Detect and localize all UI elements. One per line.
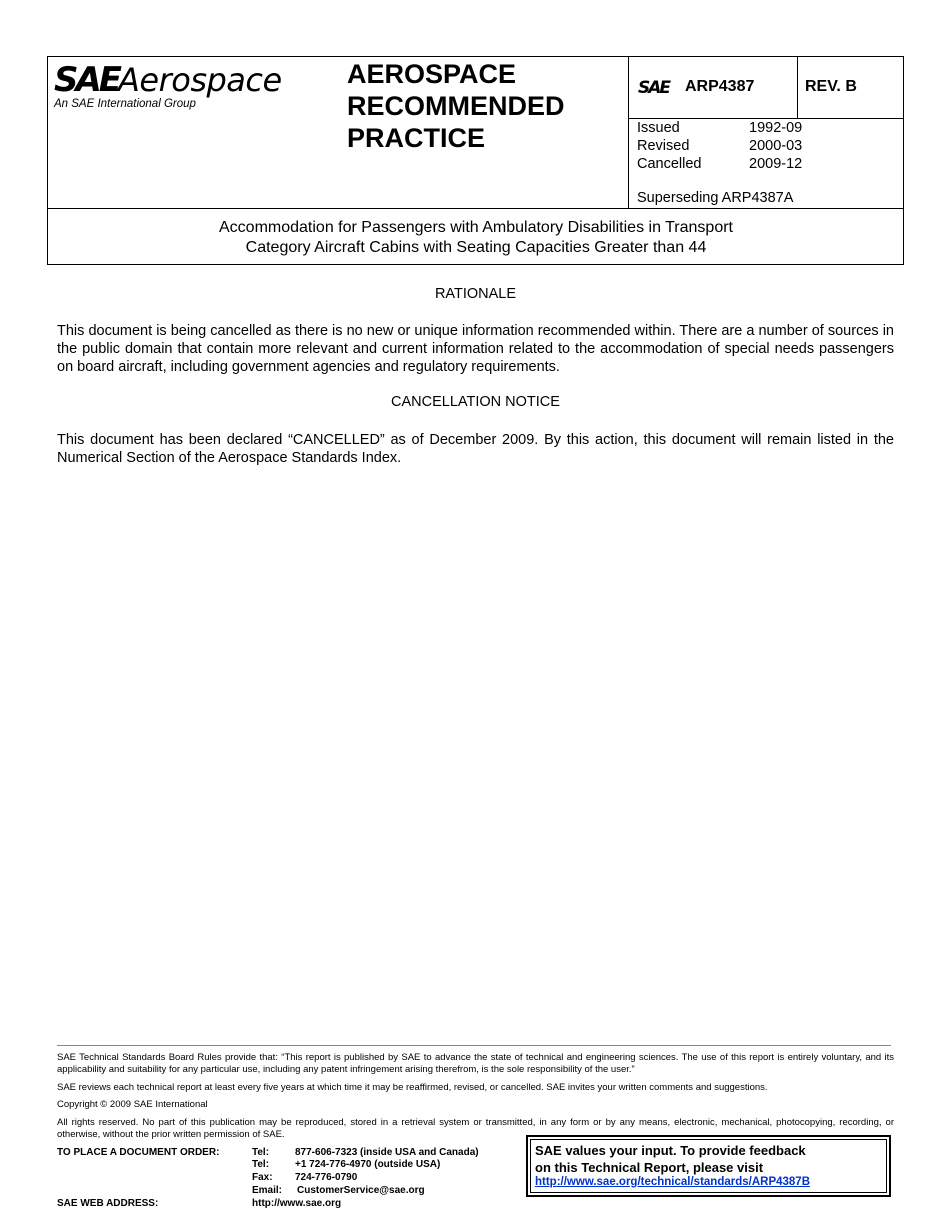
tel2-label: Tel: xyxy=(252,1159,270,1170)
divider xyxy=(797,57,798,118)
document-dates xyxy=(637,119,802,173)
review-notice: SAE reviews each technical report at least every five years at which time it may be reaffirmed, revised, or cancelled. SAE invites your written comments and suggestions. xyxy=(57,1082,768,1093)
revised-value: 2000-03 xyxy=(749,138,803,154)
feedback-link[interactable]: http://www.sae.org/technical/standards/ARP4387B xyxy=(535,1176,811,1188)
email-value[interactable]: CustomerService@sae.org xyxy=(297,1185,425,1196)
feedback-line: on this Technical Report, please visit xyxy=(535,1160,764,1175)
cancellation-heading: CANCELLATION NOTICE xyxy=(391,394,560,410)
subject-line: Accommodation for Passengers with Ambulatory Disabilities in Transport xyxy=(219,219,733,236)
document-header xyxy=(47,56,904,265)
logo-subtitle: An SAE International Group xyxy=(54,98,196,110)
feedback-box xyxy=(526,1135,891,1197)
logo-mark: SAE xyxy=(54,60,120,100)
order-label: TO PLACE A DOCUMENT ORDER: xyxy=(57,1147,220,1158)
document-number: ARP4387 xyxy=(685,78,755,95)
sae-small-logo: SAE xyxy=(638,78,670,98)
email-label: Email: xyxy=(252,1185,283,1196)
title-line: RECOMMENDED xyxy=(347,91,565,121)
divider xyxy=(628,57,629,208)
rationale-heading: RATIONALE xyxy=(434,286,517,302)
document-subject xyxy=(48,218,904,258)
tel-label: Tel: xyxy=(252,1147,270,1158)
feedback-line: SAE values your input. To provide feedback xyxy=(535,1143,806,1158)
standards-board-rules: SAE Technical Standards Board Rules provide that: “This report is published by SAE to advance the state of technical and engineering sciences. The use of this report is entirely voluntary, and its applicability and suitability for any particular use, including any patent infringement arising therefrom, is the sole responsibility of the user.” xyxy=(57,1052,894,1075)
revision-label: REV. B xyxy=(805,78,857,95)
cancelled-value: 2009-12 xyxy=(749,156,803,172)
tel2-value: +1 724-776-4970 (outside USA) xyxy=(295,1159,441,1170)
fax-label: Fax: xyxy=(252,1172,273,1183)
superseding-note: Superseding ARP4387A xyxy=(637,190,794,206)
subject-line: Category Aircraft Cabins with Seating Capacities Greater than 44 xyxy=(245,239,707,256)
tel-value: 877-606-7323 (inside USA and Canada) xyxy=(295,1147,479,1158)
cancellation-paragraph: This document has been declared “CANCELLED” as of December 2009. By this action, this document will remain listed in the Numerical Section of the Aerospace Standards Index. xyxy=(57,432,894,466)
revised-label: Revised xyxy=(637,138,690,154)
issued-value: 1992-09 xyxy=(749,120,803,136)
fax-value: 724-776-0790 xyxy=(295,1172,358,1183)
document-type-title xyxy=(347,58,565,154)
feedback-text xyxy=(535,1142,806,1176)
divider xyxy=(48,208,904,209)
issued-label: Issued xyxy=(637,120,680,136)
web-label: SAE WEB ADDRESS: xyxy=(57,1198,159,1209)
logo-word: Aerospace xyxy=(118,61,282,99)
rights-notice: All rights reserved. No part of this publication may be reproduced, stored in a retrieval system or transmitted, in any form or by any means, electronic, mechanical, photocopying, recording, or otherwise, without the prior written permission of SAE. xyxy=(57,1117,894,1140)
title-line: PRACTICE xyxy=(347,123,486,153)
sae-aerospace-logo xyxy=(54,61,304,117)
copyright: Copyright © 2009 SAE International xyxy=(57,1099,208,1110)
cancelled-label: Cancelled xyxy=(637,156,702,172)
web-value[interactable]: http://www.sae.org xyxy=(252,1198,342,1209)
footer-rule xyxy=(57,1045,891,1046)
title-line: AEROSPACE xyxy=(347,59,517,89)
rationale-paragraph: This document is being cancelled as there is no new or unique information recommended within. There are a number of sources in the public domain that contain more relevant and current information related to the accommodation of special needs passengers on board aircraft, including government agencies and regulatory requirements. xyxy=(57,323,894,375)
